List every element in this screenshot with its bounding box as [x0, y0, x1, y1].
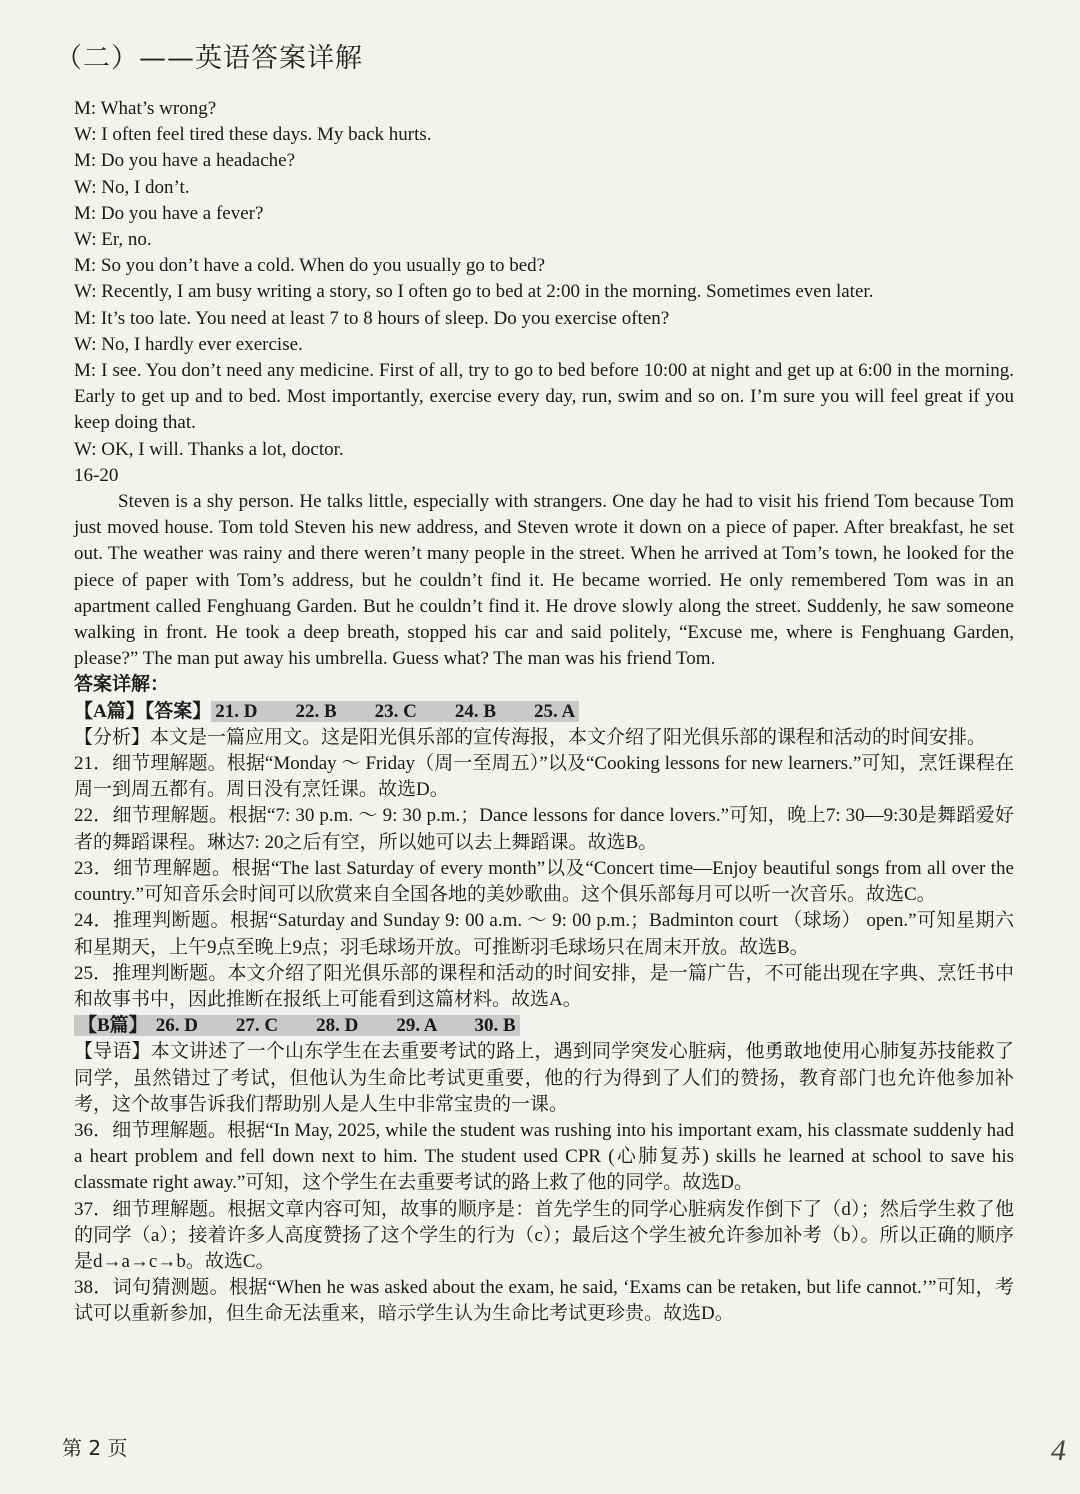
- dialogue-line: W: Recently, I am busy writing a story, so I often go to bed at 2:00 in the morning. Sometimes even later.: [74, 281, 874, 303]
- answers-heading: 答案详解：: [74, 674, 170, 696]
- b-answer-row: [74, 1013, 1014, 1039]
- a-section-label: 【A篇】【答案】: [74, 700, 212, 722]
- dialogue-line: W: I often feel tired these days. My back hurts.: [74, 124, 432, 146]
- dialogue-line: W: No, I don’t.: [74, 176, 190, 198]
- passage-16-20: Steven is a shy person. He talks little, especially with strangers. One day he had to visit his friend Tom because Tom just moved house. Tom told Steven his new address, and Steven wrote it down on a piece of paper. After breakfast, he set out. The weather was rainy and there weren’t many people in the street. When he arrived at Tom’s town, he looked for the piece of paper with Tom’s address, but he couldn’t find it. He became worried. He only remembered Tom was in an apartment called Fenghuang Garden. But he couldn’t find it. He drove slowly along the street. Suddenly, he saw someone walking in front. He took a deep breath, stopped his car and said politely, “Excuse me, where is Fenghuang Garden, please?” The man put away his umbrella. Guess what? The man was his friend Tom.: [74, 491, 1014, 670]
- b-answer-key: 26. D 27. C 28. D 29. A 30. B: [152, 1015, 520, 1036]
- answer-explanation: 23．细节理解题。根据“The last Saturday of every month”以及“Concert time—Enjoy beautiful songs from all over the country.”可知音乐会时间可以欣赏来自全国各地的美妙歌曲。这个俱乐部每月可以听一次音乐。故选C。: [74, 857, 1014, 906]
- dialogue: [74, 96, 1014, 463]
- dialogue-line: M: What’s wrong?: [74, 98, 217, 119]
- answer-explanation: 24．推理判断题。根据“Saturday and Sunday 9: 00 a.m. ～ 9: 00 p.m.；Badminton court （球场） open.”可知星期六和星期天，上午9点至晚上9点；羽毛球场开放。可推断羽毛球场只在周末开放。故选B。: [74, 910, 1014, 958]
- b-section-label: 【B篇】: [74, 1015, 152, 1036]
- dialogue-line: M: It’s too late. You need at least 7 to 8 hours of sleep. Do you exercise often?: [74, 307, 670, 329]
- dialogue-line: M: I see. You don’t need any medicine. First of all, try to go to bed before 10:00 at night and get up at 6:00 in the morning. Early to get up and to bed. Most importantly, exercise every day, run, swim and so on. I’m sure you will feel great if you keep doing that.: [74, 360, 1014, 434]
- answer-explanation: 37．细节理解题。根据文章内容可知，故事的顺序是：首先学生的同学心脏病发作倒下了（d）；然后学生救了他的同学（a）；接着许多人高度赞扬了这个学生的行为（c）；最后这个学生被允许参加补考（b）。所以正确的顺序是d→a→c→b。故选C。: [74, 1198, 1014, 1272]
- answer-explanation: 22．细节理解题。根据“7: 30 p.m. ～ 9: 30 p.m.；Dance lessons for dance lovers.”可知，晚上7: 30—9:30是舞蹈爱好者的舞蹈课程。琳达7: 20之后有空，所以她可以去上舞蹈课。故选B。: [74, 805, 1014, 853]
- dialogue-line: M: Do you have a headache?: [74, 150, 296, 172]
- dialogue-line: M: Do you have a fever?: [74, 202, 264, 224]
- dialogue-line: W: Er, no.: [74, 229, 152, 251]
- answer-explanation: 25．推理判断题。本文介绍了阳光俱乐部的课程和活动的时间安排，是一篇广告，不可能出现在字典、烹饪书中和故事书中，因此推断在报纸上可能看到这篇材料。故选A。: [74, 962, 1014, 1010]
- b-intro: 【导语】本文讲述了一个山东学生在去重要考试的路上，遇到同学突发心脏病，他勇敢地使用心肺复苏技能救了同学，虽然错过了考试，但他认为生命比考试更重要，他的行为得到了人们的赞扬，教育部门也允许他参加补考，这个故事告诉我们帮助别人是人生中非常宝贵的一课。: [74, 1041, 1014, 1115]
- dialogue-line: W: No, I hardly ever exercise.: [74, 333, 303, 355]
- answer-explanation: 38．词句猜测题。根据“When he was asked about the exam, he said, ‘Exams can be retaken, but life cannot.’”可知，考试可以重新参加，但生命无法重来，暗示学生认为生命比考试更珍贵。故选D。: [74, 1277, 1014, 1325]
- dialogue-line: M: So you don’t have a cold. When do you usually go to bed?: [74, 255, 546, 277]
- a-analysis: 【分析】本文是一篇应用文。这是阳光俱乐部的宣传海报，本文介绍了阳光俱乐部的课程和活动的时间安排。: [74, 726, 987, 748]
- a-answer-key: 21. D 22. B 23. C 24. B 25. A: [211, 701, 579, 722]
- page-number: 第 2 页: [62, 1436, 128, 1460]
- a-answer-row: [74, 699, 1014, 725]
- answer-explanation: 21．细节理解题。根据“Monday ～ Friday（周一至周五）”以及“Cooking lessons for new learners.”可知，烹饪课程在周一到周五都有。周日没有烹饪课。故选D。: [74, 753, 1014, 801]
- page-content: [74, 96, 1014, 1328]
- page-title: （二）——英语答案详解: [55, 43, 363, 74]
- corner-mark: 4: [1051, 1434, 1066, 1467]
- answer-explanation: 36．细节理解题。根据“In May, 2025, while the student was rushing into his important exam, his classmate suddenly had a heart problem and fell down next to him. The student used CPR (心肺复苏) skills he learned at school to save his classmate right away.”可知，这个学生在去重要考试的路上救了他的同学。故选D。: [74, 1119, 1014, 1194]
- section-label: 16-20: [74, 464, 119, 486]
- dialogue-line: W: OK, I will. Thanks a lot, doctor.: [74, 438, 344, 460]
